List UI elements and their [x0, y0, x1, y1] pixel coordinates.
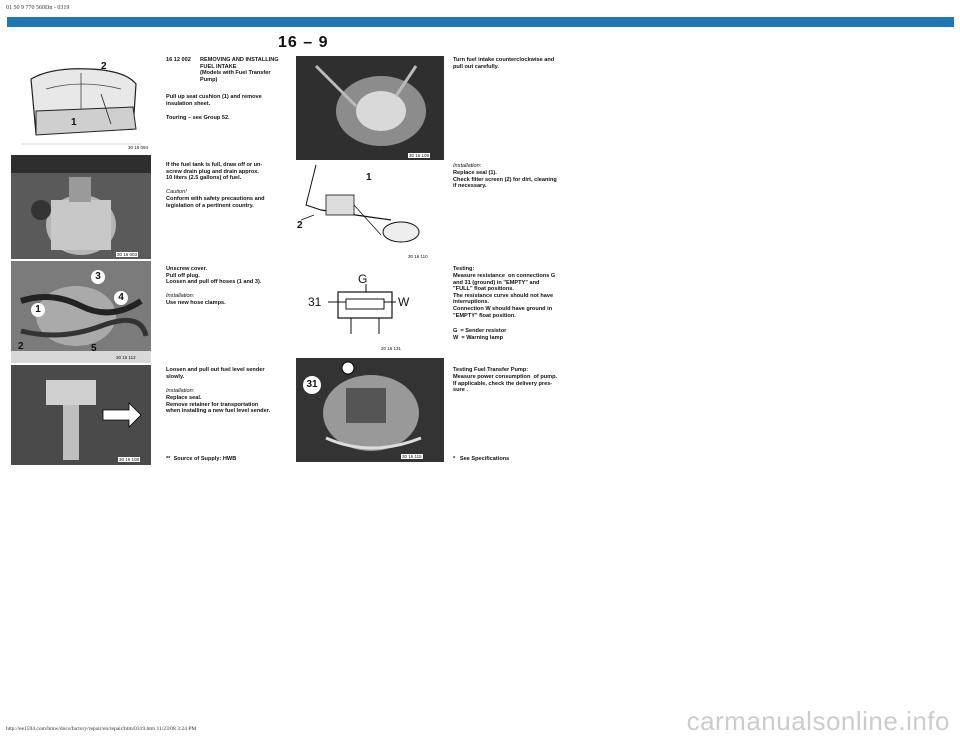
label-g: G — [358, 272, 368, 286]
figure-number: 30 16 109 — [409, 153, 430, 158]
installation-heading: Installation: — [453, 163, 482, 169]
photo-seat-cushion — [11, 49, 151, 153]
header-bar — [7, 17, 954, 27]
callout-1: 1 — [31, 303, 45, 317]
step-seat-cushion: Pull up seat cushion (1) and remove insulation sheet. — [166, 94, 262, 107]
pump-test-heading: Testing Fuel Transfer Pump: — [453, 367, 529, 373]
testing-resistance: Measure resistance on connections G and 31 (ground) in "EMPTY" and "FULL" float positions. The resistance curve should not have interruptions. Connection W should have ground in "EMPTY" float position. — [453, 273, 556, 319]
step-turn-intake: Turn fuel intake counterclockwise and pull out carefully. — [453, 57, 555, 70]
figure-number: 30 16 108 — [119, 457, 140, 462]
photo-hoses — [11, 261, 151, 363]
figure-number: 30 16 094 — [128, 145, 149, 150]
intake-drawing — [296, 56, 444, 160]
procedure-code: 16 12 002 — [166, 57, 191, 63]
installation-hose-clamps: Use new hose clamps. — [166, 300, 226, 306]
photo-fuel-intake — [296, 56, 444, 160]
figure-number: 20 16 131 — [381, 346, 402, 351]
caution-heading: Caution! — [166, 189, 187, 195]
seat-drawing — [11, 49, 151, 153]
terminal-drawing — [296, 358, 444, 462]
watermark: carmanualsonline.info — [686, 706, 950, 736]
callout-1: 1 — [71, 117, 77, 128]
sender-drawing — [11, 365, 151, 465]
source-url: http://ee1594.com/bmw/docs/factory/repair/en/repair/htm/0319.htm 11/23/08 3:24 PM — [6, 726, 197, 732]
figure-number: 30 16 112 — [116, 355, 136, 360]
callout-2: 2 — [297, 220, 303, 231]
label-31: 31 — [308, 295, 322, 309]
connection-legend: G = Sender resistor W = Warning lamp — [453, 328, 507, 341]
figure-number: 30 16 110 — [408, 254, 428, 259]
callout-1: 1 — [366, 172, 372, 183]
step-drain-fuel: If the fuel tank is full, draw off or un- screw drain plug and drain approx. 10 liters (2.5 gallons) of fuel. — [166, 162, 263, 182]
installation-heading: Installation: — [166, 293, 195, 299]
photo-fuel-tank — [11, 155, 151, 259]
photo-level-sender — [11, 365, 151, 465]
connector-diagram — [296, 264, 444, 356]
callout-2: 2 — [101, 61, 107, 72]
figure-number: 30 16 003 — [117, 252, 138, 257]
installation-seal-filter: Replace seal (1). Check filter screen (2) for dirt, cleaning if necessary. — [453, 170, 557, 190]
document-id: 01 50 9 770 560Dn - 0319 — [6, 5, 70, 11]
procedure-title: REMOVING AND INSTALLING FUEL INTAKE (Models with Fuel Transfer Pump) — [200, 57, 279, 83]
testing-heading: Testing: — [453, 266, 475, 272]
callout-4: 4 — [114, 291, 128, 305]
step-loosen-sender: Loosen and pull out fuel level sender slowly. — [166, 367, 265, 380]
step-touring: Touring – see Group 52. — [166, 115, 230, 121]
callout-2: 2 — [18, 341, 24, 352]
caution-text: Conform with safety precautions and legislation of a pertinent country. — [166, 196, 265, 209]
step-unscrew-cover: Unscrew cover. Pull off plug. Loosen and pull off hoses (1 and 3). — [166, 266, 262, 286]
pump-test-body: Measure power consumption of pump. If applicable, check the delivery pres- sure . — [453, 374, 558, 394]
diagram-sender-connections — [296, 264, 444, 356]
figure-number: 30 16 115 — [402, 454, 422, 459]
diagram-fuel-intake — [296, 160, 444, 262]
installation-heading: Installation: — [166, 388, 195, 394]
callout-3: 3 — [91, 270, 105, 284]
source-of-supply: ** Source of Supply: HWB — [166, 456, 237, 462]
callout-31: 31 — [303, 376, 321, 394]
label-w: W — [398, 295, 410, 309]
page-number: 16 – 9 — [278, 34, 329, 51]
installation-replace-seal: Replace seal. Remove retainer for transportation when installing a new fuel level sender. — [166, 395, 271, 415]
see-specifications: * See Specifications — [453, 456, 510, 462]
tank-drawing — [11, 155, 151, 259]
photo-sender-terminal — [296, 358, 444, 462]
callout-5: 5 — [91, 343, 97, 354]
